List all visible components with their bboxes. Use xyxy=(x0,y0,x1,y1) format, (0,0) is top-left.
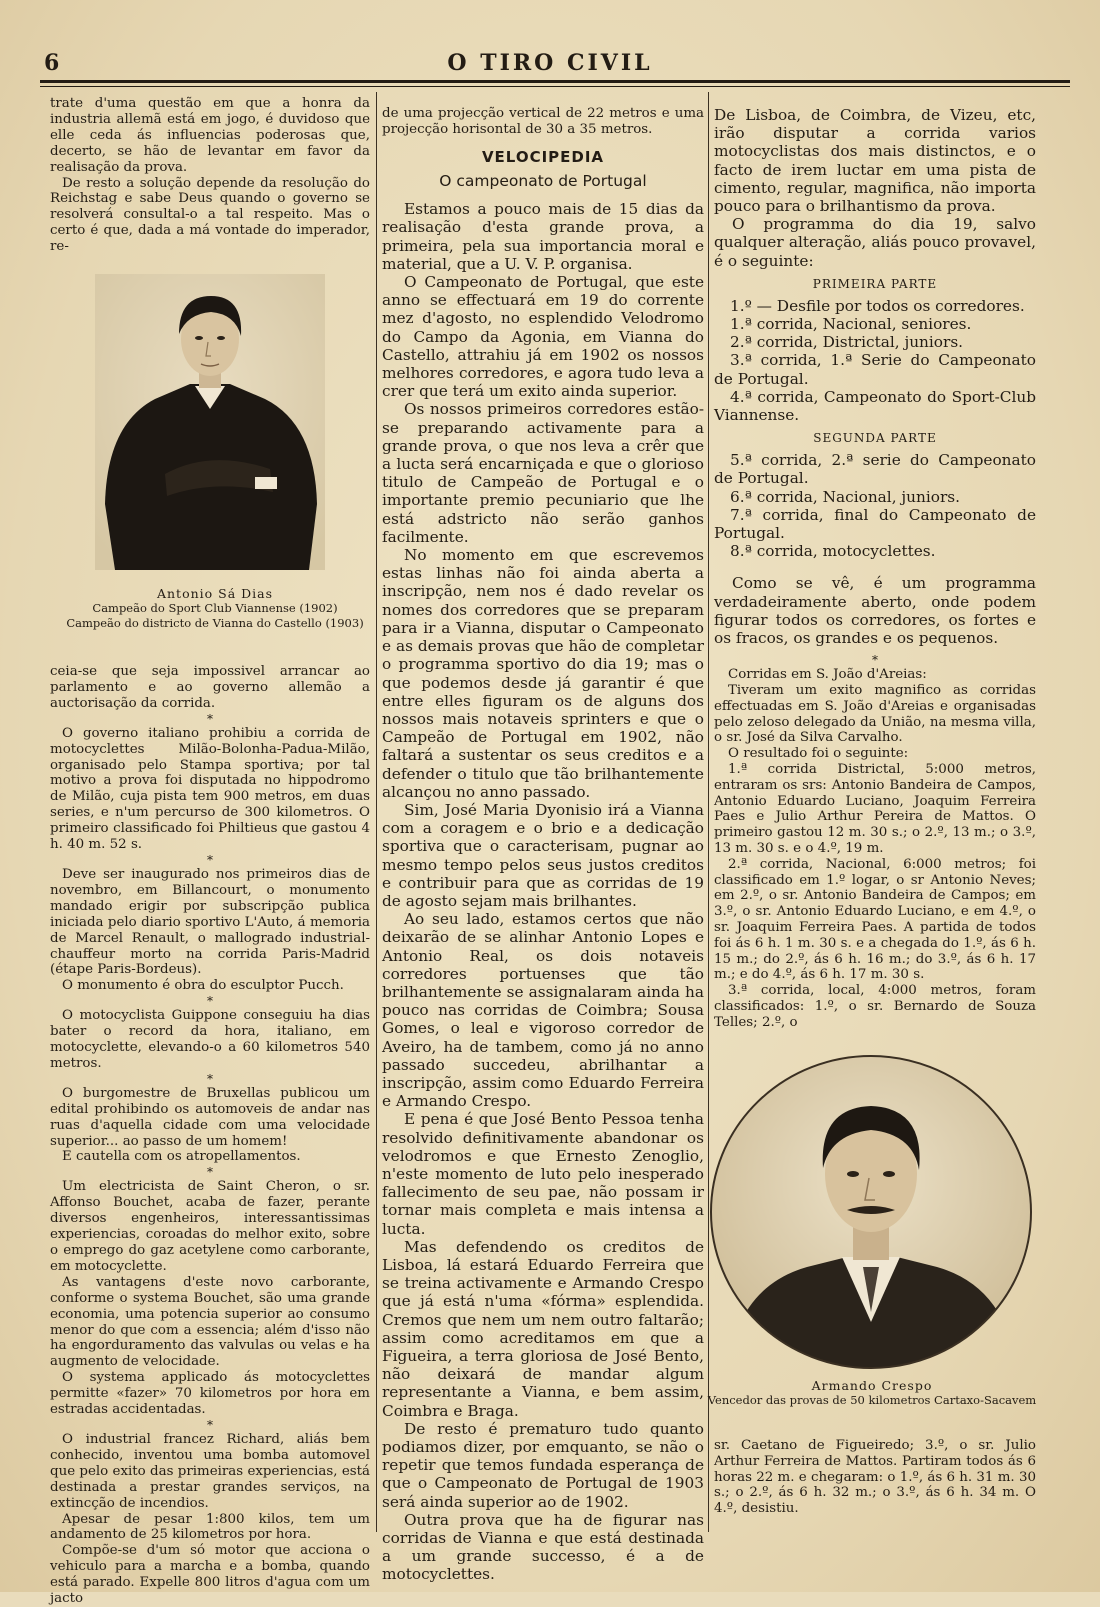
paragraph: Ao seu lado, estamos certos que não deixarão de se alinhar Antonio Lopes e Antonio Real, os dois notaveis corredores portuenses que tão brilhantemente se assignalaram ainda ha pouco nas corridas de Coimbra; Sousa Gomes, o leal e vigoroso corredor de Aveiro, ha de tambem, como já no anno passado succedeu, abrilhantar a inscripção, assim como Eduardo Ferreira e Armando Crespo. xyxy=(382,910,704,1111)
program-item: 5.ª corrida, 2.ª serie do Campeonato de Portugal. xyxy=(714,451,1036,488)
paragraph: 1.ª corrida Districtal, 5:000 metros, entraram os srs: Antonio Bandeira de Campos, Antonio Eduardo Luciano, Joaquim Ferreira Paes e Julio Arthur Pereira de Mattos. O primeiro gastou 12 m. 30 s.; o 2.º, 13 m.; o 3.º, 13 m. 30 s. e o 4.º, 19 m. xyxy=(714,762,1036,857)
paragraph: O systema applicado ás motocyclettes permitte «fazer» 70 kilometros por hora em estradas accidentadas. xyxy=(50,1370,370,1418)
paragraph: Compõe-se d'um só motor que acciona o vehiculo para a marcha e a bomba, quando está parado. Expelle 800 litros d'agua com um jacto xyxy=(50,1543,370,1607)
paragraph: O motocyclista Guippone conseguiu ha dias bater o record da hora, italiano, em motocyclette, elevando-o a 60 kilometros 540 metros. xyxy=(50,1008,370,1071)
paragraph: E cautella com os atropellamentos. xyxy=(62,1149,301,1165)
paragraph: O programma do dia 19, salvo qualquer alteração, aliás pouco provavel, é o seguinte: xyxy=(714,215,1036,270)
column-1-bottom xyxy=(50,664,370,1607)
paragraph: 3.ª corrida, local, 4:000 metros, foram classificados: 1.º, o sr. Bernardo de Souza Telles; 2.º, o xyxy=(714,983,1036,1030)
paragraph: trate d'uma questão em que a honra da industria allemã está em jogo, é duvidoso que elle ceda ás influencias poderosas que, decerto, se hão de levantar em favor da realisação da prova. xyxy=(50,96,370,175)
paragraph: De Lisboa, de Coimbra, de Vizeu, etc, irão disputar a corrida varios motocyclistas dos mais distinctos, e o facto de irem luctar em uma pista de cimento, regular, magnifica, não importa pouco para o brilhantismo da prova. xyxy=(714,106,1036,216)
paragraph: As vantagens d'este novo carborante, conforme o systema Bouchet, são uma grande economia, uma potencia superior ao consumo menor do que com a essencia; além d'isso não ha engorduramento das valvulas ou velas e ha augmento de velocidade. xyxy=(50,1274,370,1370)
paragraph: De resto é prematuro tudo quanto podiamos dizer, por emquanto, se não o repetir que temos fundada esperança de que o Campeonato de Portugal de 1903 será ainda superior ao de 1902. xyxy=(382,1419,704,1511)
paragraph: No momento em que escrevemos estas linhas não foi ainda aberta a inscripção, nem nos é dado revelar os nomes dos corredores que se preparam para ir a Vianna, disputar o Campeonato e as demais provas que hão de completar o programma sportivo do dia 19; mas o que podemos desde já garantir é que entre elles figuram os de alguns dos nossos mais notaveis sprinters e que o Campeão de Portugal em 1902, não faltará a sustentar os seus creditos e a defender o titulo que tão brilhantemente alcançou no anno passado. xyxy=(382,546,704,801)
paragraph: Sim, José Maria Dyonisio irá a Vianna com a coragem e o brio e a dedicação sportiva que o caracterisam, pugnar ao mesmo tempo pelos seus justos creditos e contribuir para que as corridas de 19 de agosto sejam mais brilhantes. xyxy=(382,800,704,910)
paragraph: O monumento é obra do esculptor Pucch. xyxy=(62,978,344,994)
separator: * xyxy=(207,1165,213,1180)
caption-name: Antonio Sá Dias xyxy=(156,586,274,601)
paragraph: Mas defendendo os creditos de Lisboa, lá estará Eduardo Ferreira que se treina activamente e Armando Crespo que já está n'uma «fórma» esplendida. Cremos que nem um nem outro faltarão; assim como acreditamos em que a Figueira, a terra gloriosa de José Bento, não deixará de mandar algum representante a Vianna, e bem assim, Coimbra e Braga. xyxy=(382,1237,704,1420)
paragraph: O Campeonato de Portugal, que este anno se effectuará em 19 do corrente mez d'agosto, no esplendido Velodromo do Campo da Agonia, em Vianna do Castello, attrahiu já em 1902 os nossos melhores corredores, e agora tudo leva a crer que terá um exito ainda superior. xyxy=(382,273,704,401)
paragraph: Um electricista de Saint Cheron, o sr. Affonso Bouchet, acaba de fazer, perante diversos engenheiros, interessantissimas experiencias, coroadas do melhor exito, sobre o emprego do gaz acetylene como carborante, em motocyclette. xyxy=(50,1179,370,1274)
paragraph: De resto a solução depende da resolução do Reichstag e sabe Deus quando o governo se resolverá consultal-o a tal respeito. Mas o certo é que, dada a má vontade do imperador, re- xyxy=(50,175,370,255)
paragraph: Tiveram um exito magnifico as corridas effectuadas em S. João d'Areias e organisadas pelo zeloso delegado da União, na mesma villa, o sr. José da Silva Carvalho. xyxy=(714,683,1036,746)
program-item: 6.ª corrida, Nacional, juniors. xyxy=(730,487,960,506)
paragraph: ceia-se que seja impossivel arrancar ao parlamento e ao governo allemão a auctorisação da corrida. xyxy=(50,664,370,711)
separator: * xyxy=(207,711,213,726)
photo-caption xyxy=(707,1378,1037,1408)
caption-line: Vencedor das provas de 50 kilometros Cartaxo-Sacavem xyxy=(707,1393,1037,1407)
column-1-top xyxy=(50,96,370,255)
paragraph: O governo italiano prohibiu a corrida de motocyclettes Milão-Bolonha-Padua-Milão, organisado pelo Stampa sportiva; por tal motivo a prova foi disputada no hippodromo de Milão, cuja pista tem 900 metros, em duas series, e n'um percurso de 300 kilometros. O primeiro classificado foi Philtieus que gastou 4 h. 40 m. 52 s. xyxy=(50,725,370,853)
column-3-bottom xyxy=(714,1438,1036,1534)
portrait-antonio-sa-dias xyxy=(95,274,325,570)
program-list-1 xyxy=(714,297,1036,424)
separator: * xyxy=(207,1071,213,1086)
report-heading: Corridas em S. João d'Areias: xyxy=(728,667,927,683)
masthead: O TIRO CIVIL xyxy=(447,50,653,76)
program-part-heading: SEGUNDA PARTE xyxy=(813,431,937,446)
page-number: 6 xyxy=(44,50,60,76)
program-list-2 xyxy=(714,451,1036,560)
caption-name: Armando Crespo xyxy=(811,1378,933,1393)
program-item: 8.ª corrida, motocyclettes. xyxy=(730,542,936,561)
separator: * xyxy=(207,852,213,867)
paragraph: Os nossos primeiros corredores estão-se preparando activamente para a grande prova, o que nos leva a crêr que a lucta será encarniçada e que o glorioso titulo de Campeão de Portugal e o importante premio pecuniario que lhe está adstricto não serão ganhos facilmente. xyxy=(382,400,704,546)
paragraph: sr. Caetano de Figueiredo; 3.º, o sr. Julio Arthur Ferreira de Mattos. Partiram todos ás 6 horas 22 m. e chegaram: o 1.º, ás 6 h. 31 m. 30 s.; o 2.º, ás 6 h. 32 m.; o 3.º, ás 6 h. 34 m. O 4.º, desistiu. xyxy=(714,1438,1036,1517)
photo-caption xyxy=(60,586,370,631)
separator: * xyxy=(872,653,878,668)
caption-line: Campeão do Sport Club Viannense (1902) xyxy=(92,601,338,615)
program-item: 1.º — Desfile por todos os corredores. xyxy=(730,296,1025,315)
separator: * xyxy=(207,994,213,1009)
paragraph: O industrial francez Richard, aliás bem conhecido, inventou uma bomba automovel que pelo exito das primeiras experiencias, está destinada a prestar grandes serviços, na extincção de incendios. xyxy=(50,1431,370,1511)
separator: * xyxy=(207,1417,213,1432)
paragraph: de uma projecção vertical de 22 metros e uma projecção horisontal de 30 a 35 metros. xyxy=(382,106,704,137)
program-item: 7.ª corrida, final do Campeonato de Portugal. xyxy=(714,505,1036,543)
header-rule-thin xyxy=(40,86,1070,87)
column-divider xyxy=(376,92,377,1532)
paragraph: E pena é que José Bento Pessoa tenha resolvido definitivamente abandonar os velodromos e que Ernesto Zenoglio, n'este momento de luto pelo inesperado fallecimento de seu pae, não possam ir tornar mais completa e mais intensa a lucta. xyxy=(382,1110,704,1238)
program-item: 3.ª corrida, 1.ª Serie do Campeonato de Portugal. xyxy=(714,351,1036,388)
paragraph: Outra prova que ha de figurar nas corridas de Vianna e que está destinada a um grande successo, é a de motocyclettes. xyxy=(382,1510,704,1584)
paragraph: O resultado foi o seguinte: xyxy=(728,746,909,762)
program-item: 4.ª corrida, Campeonato do Sport-Club Viannense. xyxy=(714,387,1036,425)
caption-line: Campeão do districto de Vianna do Castello (1903) xyxy=(66,616,364,630)
article-title: O campeonato de Portugal xyxy=(439,172,647,191)
paragraph: Como se vê, é um programma verdadeiramente aberto, onde podem figurar todos os corredores, os fortes e os fracos, os grandes e os pequenos. xyxy=(714,574,1036,648)
column-2 xyxy=(382,106,704,1584)
program-item: 2.ª corrida, Districtal, juniors. xyxy=(730,333,964,352)
paragraph: O burgomestre de Bruxellas publicou um edital prohibindo os automoveis de andar nas ruas d'aquella cidade com uma velocidade superior... ao passo de um homem! xyxy=(50,1085,370,1149)
sao-joao-report xyxy=(714,667,1036,1030)
section-heading: VELOCIPEDIA xyxy=(481,147,605,166)
paragraph: Estamos a pouco mais de 15 dias da realisação d'esta grande prova, a primeira, pela sua importancia moral e material, que a U. V. P. organisa. xyxy=(382,200,704,273)
program-part-heading: PRIMEIRA PARTE xyxy=(812,276,938,291)
portrait-armando-crespo xyxy=(707,1052,1035,1372)
paragraph: Apesar de pesar 1:800 kilos, tem um andamento de 25 kilometros por hora. xyxy=(50,1511,370,1543)
header-rule xyxy=(40,80,1070,83)
program-item: 1.ª corrida, Nacional, seniores. xyxy=(730,315,972,334)
paragraph: Deve ser inaugurado nos primeiros dias de novembro, em Billancourt, o monumento mandado erigir por subscripção publica iniciada pelo diario sportivo L'Auto, á memoria de Marcel Renault, o mallogrado industrial-chauffeur morto na corrida Paris-Madrid (étape Paris-Bordeus). xyxy=(50,866,370,978)
paragraph: 2.ª corrida, Nacional, 6:000 metros; foi classificado em 1.º logar, o sr Antonio Neves; em 2.º, o sr. Antonio Bandeira de Campos; em 3.º, o sr. Antonio Eduardo Luciano, e em 4.º, o sr. Joaquim Ferreira Paes. A partida de todos foi ás 6 h. 1 m. 30 s. e a chegada do 1.º, ás 6 h. 15 m.; do 2.º, ás 6 h. 16 m.; do 3.º, ás 6 h. 17 m.; e do 4.º, ás 6 h. 17 m. 30 s. xyxy=(714,856,1036,983)
column-3-top xyxy=(714,106,1036,1052)
